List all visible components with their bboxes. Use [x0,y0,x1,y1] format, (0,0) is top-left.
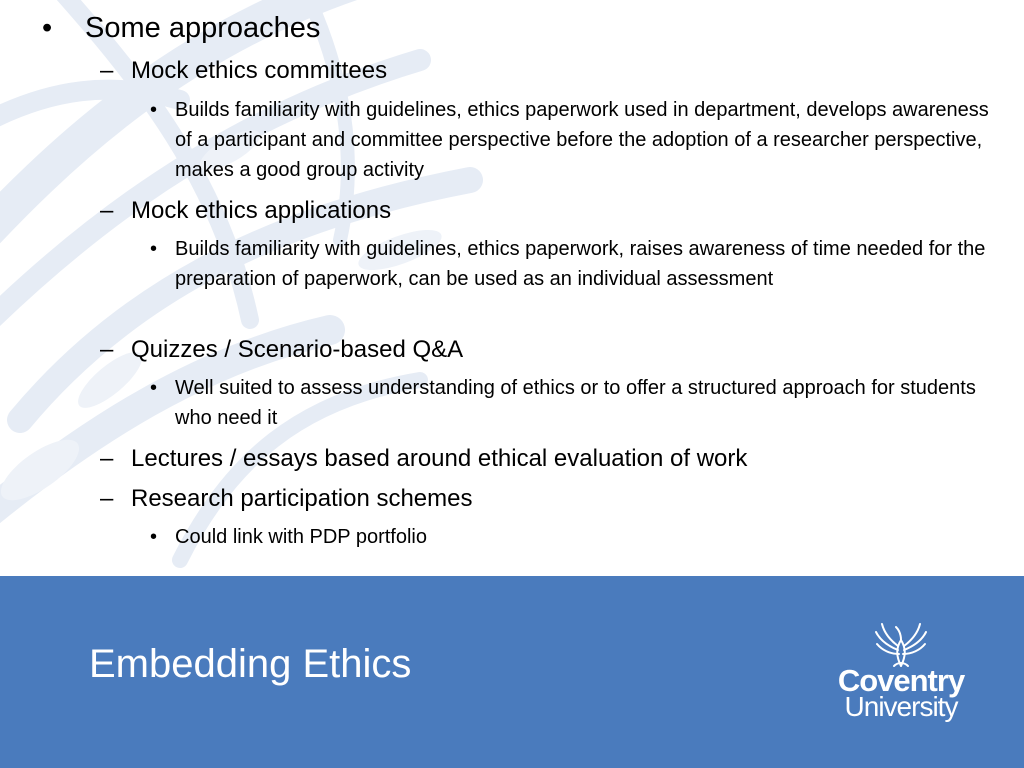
bullet-marker: • [150,99,158,121]
sub-bullet-text: Quizzes / Scenario-based Q&A [131,336,464,363]
detail-bullet-text: Could link with PDP portfolio [175,526,427,548]
logo-wordmark-coventry: Coventry [837,663,965,698]
dash-marker: – [100,485,114,512]
detail-bullet-mock-applications [150,234,990,294]
dash-marker: – [100,197,114,224]
detail-bullet-text: Builds familiarity with guidelines, ethics paperwork, raises awareness of time needed for the preparation of paperwork, can be used as an individual assessment [175,238,986,290]
detail-bullet-mock-committees [150,95,990,185]
slide-title: Embedding Ethics [89,642,412,686]
detail-bullet-quizzes [150,373,990,433]
sub-bullet-text: Research participation schemes [131,485,473,512]
sub-bullet-text: Mock ethics committees [131,57,388,84]
coventry-university-logo [828,622,974,726]
sub-bullet-text: Mock ethics applications [131,197,392,224]
dash-marker: – [100,57,114,84]
dash-marker: – [100,336,114,363]
logo-wordmark-university: University [844,691,958,722]
main-bullet-text: Some approaches [85,12,321,44]
detail-bullet-research-schemes [150,522,990,552]
bullet-marker: • [42,12,53,44]
bullet-marker: • [150,377,158,399]
detail-bullet-text: Well suited to assess understanding of ethics or to offer a structured approach for students who need it [175,377,976,429]
title-footer-band [0,576,1024,768]
bullet-marker: • [150,526,158,548]
sub-bullet-text: Lectures / essays based around ethical evaluation of work [131,445,748,472]
bullet-marker: • [150,238,158,260]
dash-marker: – [100,445,114,472]
detail-bullet-text: Builds familiarity with guidelines, ethics paperwork used in department, develops awareness of a participant and committee perspective before the adoption of a researcher perspective, makes a good group activity [175,99,989,181]
